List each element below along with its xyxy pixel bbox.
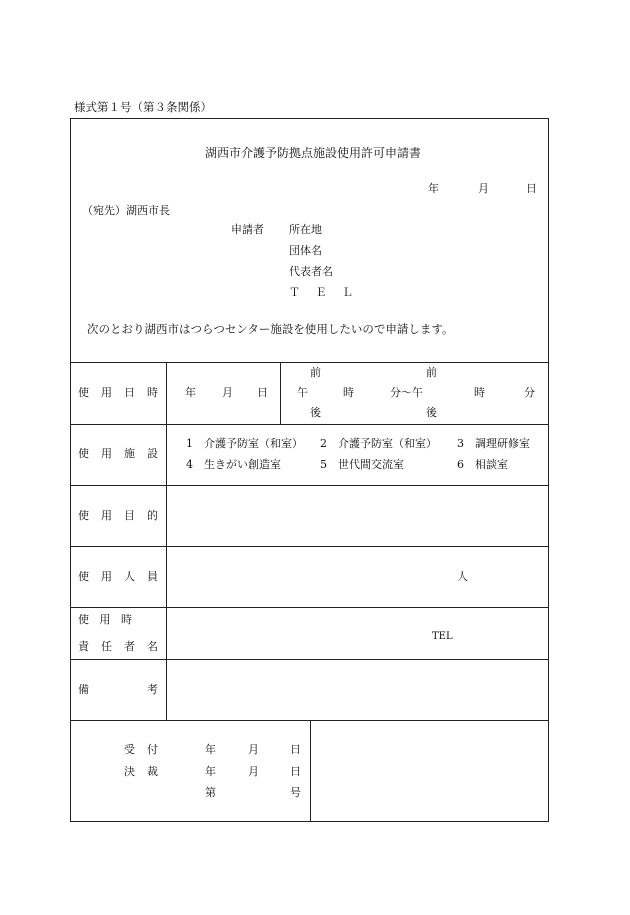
form-number: 様式第１号（第３条関係） (74, 100, 212, 114)
time-pm-1: 後 (310, 406, 321, 419)
divider (70, 546, 549, 547)
row-label-datetime: 使 用 日 時 (78, 386, 158, 399)
time-am-1: 前 (310, 366, 321, 379)
people-unit: 人 (457, 570, 468, 583)
label-column-divider (166, 362, 167, 720)
receipt-year: 年 (205, 743, 216, 756)
row-label-responsible-1: 使 用 時 (78, 613, 132, 626)
divider (70, 362, 549, 363)
date-month: 月 (478, 182, 489, 195)
divider (70, 607, 549, 608)
receipt-day: 日 (290, 743, 301, 756)
divider (70, 424, 549, 425)
number-suffix: 号 (290, 786, 301, 799)
facility-option-4: 4 生きがい創造室 (186, 458, 281, 471)
time-hour-1: 時 (343, 386, 354, 399)
time-am-2: 前 (426, 366, 437, 379)
row-label-remarks: 備 考 (78, 683, 158, 696)
addressee: （宛先）湖西市長 (82, 204, 170, 217)
use-date-year: 年 (185, 386, 196, 399)
decision-day: 日 (290, 765, 301, 778)
office-divider (310, 720, 311, 822)
facility-option-5: 5 世代間交流室 (320, 458, 404, 471)
responsible-tel-label: TEL (432, 631, 453, 642)
time-noon-1: 午 (297, 386, 308, 399)
time-pm-2: 後 (426, 406, 437, 419)
row-label-purpose: 使 用 目 的 (78, 509, 158, 522)
applicant-representative-label: 代表者名 (289, 265, 333, 278)
facility-option-6: 6 相談室 (457, 458, 508, 471)
form-title: 湖西市介護予防拠点施設使用許可申請書 (205, 146, 422, 160)
use-date-day: 日 (257, 386, 268, 399)
row-label-facility: 使 用 施 設 (78, 447, 158, 460)
facility-option-1: 1 介護予防室（和室） (186, 437, 303, 450)
applicant-label: 申請者 (231, 223, 264, 236)
receipt-month: 月 (248, 743, 259, 756)
use-date-month: 月 (222, 386, 233, 399)
decision-month: 月 (248, 765, 259, 778)
row-label-people: 使 用 人 員 (78, 570, 158, 583)
applicant-address-label: 所在地 (289, 223, 322, 236)
office-receipt-label: 受 付 (124, 743, 158, 756)
divider (70, 485, 549, 486)
number-prefix: 第 (205, 786, 216, 799)
office-decision-label: 決 裁 (124, 765, 158, 778)
decision-year: 年 (205, 765, 216, 778)
time-minute-to: 分〜午 (390, 386, 423, 399)
facility-option-2: 2 介護予防室（和室） (320, 437, 437, 450)
time-hour-2: 時 (474, 386, 485, 399)
applicant-group-label: 団体名 (289, 244, 322, 257)
facility-option-3: 3 調理研修室 (457, 437, 530, 450)
date-time-divider (280, 362, 281, 424)
application-statement: 次のとおり湖西市はつらつセンター施設を使用したいので申請します。 (87, 322, 454, 336)
applicant-tel-label: Ｔ Ｅ Ｌ (289, 286, 359, 299)
divider (70, 659, 549, 660)
time-minute-2: 分 (524, 386, 535, 399)
date-year: 年 (428, 182, 439, 195)
row-label-responsible-2: 責 任 者 名 (78, 640, 158, 653)
date-day: 日 (526, 182, 537, 195)
